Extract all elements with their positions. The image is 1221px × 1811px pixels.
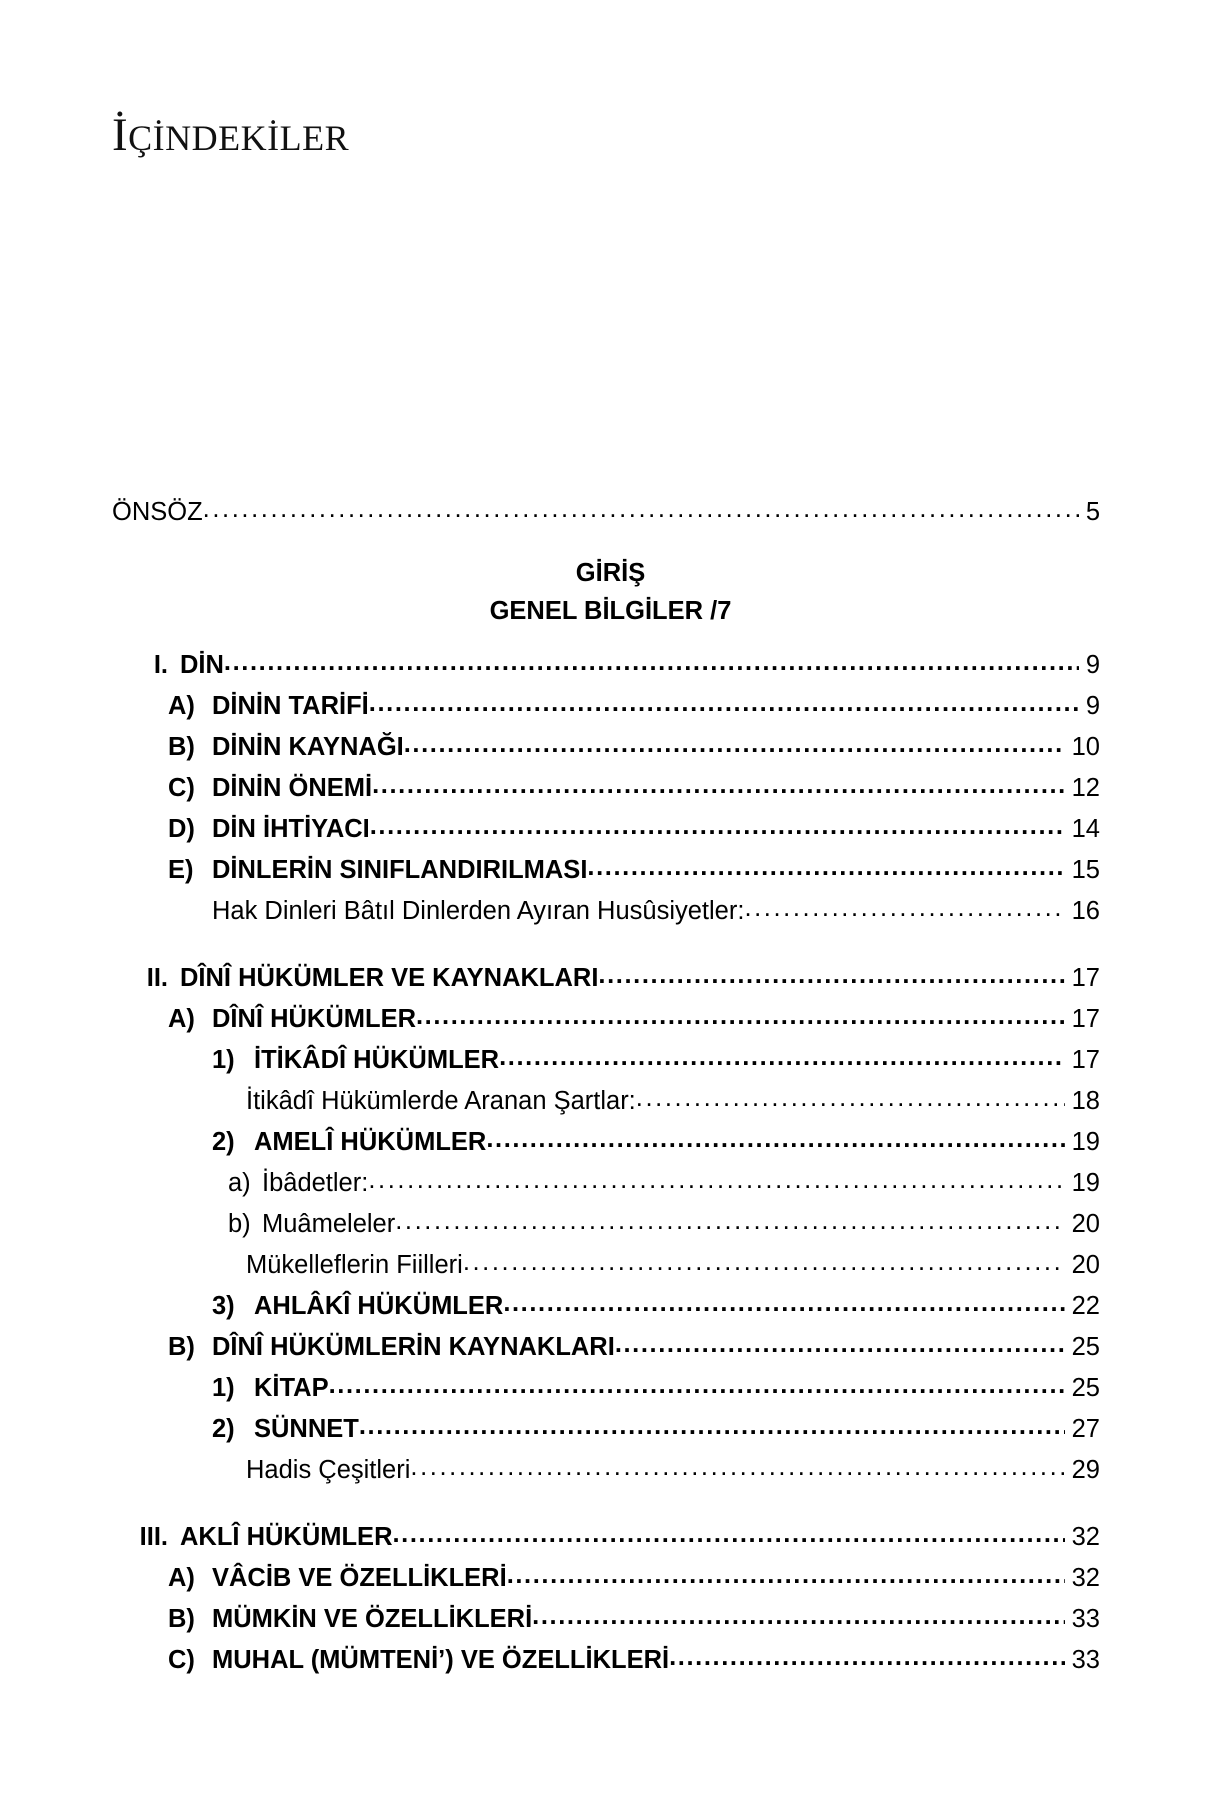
entry-label: İbâdetler: xyxy=(262,1169,369,1197)
toc-entry-m-mki-n-ve-zelli-kleri[interactable] xyxy=(0,1607,1221,1648)
entry-page-number: 25 xyxy=(1071,1333,1100,1361)
entry-label: AKLÎ HÜKÜMLER xyxy=(180,1523,393,1551)
entry-marker: C) xyxy=(168,774,195,802)
toc-entry-d-n-h-k-mler-ve-kaynaklari[interactable] xyxy=(0,966,1221,1007)
entry-label: DÎNÎ HÜKÜMLER VE KAYNAKLARI xyxy=(180,964,599,992)
dot-leader xyxy=(416,1004,1065,1030)
entry-page-number: 9 xyxy=(1085,692,1100,720)
dot-leader xyxy=(224,650,1079,676)
toc-entry-ki-tap[interactable] xyxy=(0,1376,1221,1417)
entry-page-number: 18 xyxy=(1071,1087,1100,1115)
dot-leader xyxy=(507,1563,1065,1589)
toc-entry-m-kelleflerin-fiilleri[interactable] xyxy=(0,1253,1221,1294)
toc-entry-mu-meleler[interactable] xyxy=(0,1212,1221,1253)
entry-label: VÂCİB VE ÖZELLİKLERİ xyxy=(212,1564,507,1592)
dot-leader xyxy=(370,814,1065,840)
part-header-genel-bi-lgi-ler-7: GENEL BİLGİLER /7 xyxy=(489,597,732,625)
entry-marker: a) xyxy=(228,1169,251,1197)
entry-marker: A) xyxy=(168,1564,195,1592)
entry-marker: b) xyxy=(228,1210,251,1238)
entry-marker: III. xyxy=(139,1523,168,1551)
toc-entry-di-ni-n-nemi[interactable] xyxy=(0,776,1221,817)
entry-label: SÜNNET xyxy=(254,1415,359,1443)
entry-page-number: 33 xyxy=(1071,1605,1100,1633)
page-title-initial-c: Ç xyxy=(128,118,153,158)
toc-entry-amel-h-k-mler[interactable] xyxy=(0,1130,1221,1171)
dot-leader xyxy=(359,1414,1065,1440)
entry-marker: 1) xyxy=(212,1374,235,1402)
toc-entry-ns-z[interactable] xyxy=(0,500,1221,541)
toc-entry-akl-h-k-mler[interactable] xyxy=(0,1525,1221,1566)
spacer xyxy=(0,541,1221,557)
toc-entry-i-b-detler[interactable] xyxy=(0,1171,1221,1212)
entry-label: Hak Dinleri Bâtıl Dinlerden Ayıran Husûsiyetler: xyxy=(212,897,745,925)
entry-label: DİNLERİN SINIFLANDIRILMASI xyxy=(212,856,588,884)
entry-page-number: 14 xyxy=(1071,815,1100,843)
dot-leader xyxy=(499,1045,1065,1071)
toc-entry-di-n[interactable] xyxy=(0,653,1221,694)
entry-label: DİN xyxy=(180,651,224,679)
entry-marker: 3) xyxy=(212,1292,235,1320)
toc-entry-hadis-e-itleri[interactable] xyxy=(0,1458,1221,1499)
entry-label: ÖNSÖZ xyxy=(112,498,203,526)
entry-label: AHLÂKÎ HÜKÜMLER xyxy=(254,1292,504,1320)
entry-marker: II. xyxy=(146,964,168,992)
toc-entry-di-ni-n-tari-fi[interactable] xyxy=(0,694,1221,735)
entry-marker: A) xyxy=(168,1005,195,1033)
entry-label: DÎNÎ HÜKÜMLERİN KAYNAKLARI xyxy=(212,1333,615,1361)
dot-leader xyxy=(744,896,1064,922)
dot-leader xyxy=(369,691,1079,717)
dot-leader xyxy=(372,773,1065,799)
toc-entry-list xyxy=(0,500,1221,1689)
entry-page-number: 16 xyxy=(1071,897,1100,925)
entry-label: İTİKÂDÎ HÜKÜMLER xyxy=(254,1046,500,1074)
dot-leader xyxy=(587,855,1064,881)
entry-label: Muâmeleler xyxy=(262,1210,396,1238)
toc-entry-d-n-h-k-mleri-n-kaynaklari[interactable] xyxy=(0,1335,1221,1376)
dot-leader xyxy=(532,1604,1064,1630)
entry-page-number: 29 xyxy=(1071,1456,1100,1484)
entry-marker: A) xyxy=(168,692,195,720)
toc-entry-v-ci-b-ve-zelli-kleri[interactable] xyxy=(0,1566,1221,1607)
toc-entry-ahl-k-h-k-mler[interactable] xyxy=(0,1294,1221,1335)
dot-leader xyxy=(203,497,1079,523)
entry-marker: 2) xyxy=(212,1415,235,1443)
entry-label: DİNİN TARİFİ xyxy=(212,692,369,720)
entry-marker: I. xyxy=(153,651,168,679)
dot-leader xyxy=(329,1373,1065,1399)
entry-marker: B) xyxy=(168,1333,195,1361)
toc-entry-di-nleri-n-siniflandirilmasi[interactable] xyxy=(0,858,1221,899)
dot-leader xyxy=(392,1522,1064,1548)
toc-entry-muhal-m-mteni-ve-zelli-kleri[interactable] xyxy=(0,1648,1221,1689)
dot-leader xyxy=(410,1455,1064,1481)
entry-label: DÎNÎ HÜKÜMLER xyxy=(212,1005,416,1033)
entry-label: DİNİN KAYNAĞI xyxy=(212,733,404,761)
entry-page-number: 25 xyxy=(1071,1374,1100,1402)
dot-leader xyxy=(503,1291,1064,1317)
entry-label: İtikâdî Hükümlerde Aranan Şartlar: xyxy=(246,1087,636,1115)
entry-page-number: 17 xyxy=(1071,1046,1100,1074)
entry-label: Hadis Çeşitleri xyxy=(246,1456,411,1484)
entry-page-number: 15 xyxy=(1071,856,1100,884)
entry-marker: C) xyxy=(168,1646,195,1674)
dot-leader xyxy=(404,732,1065,758)
entry-marker: E) xyxy=(168,856,194,884)
dot-leader xyxy=(463,1250,1065,1276)
dot-leader xyxy=(615,1332,1065,1358)
page-title xyxy=(112,109,350,161)
toc-entry-s-nnet[interactable] xyxy=(0,1417,1221,1458)
entry-marker: 2) xyxy=(212,1128,235,1156)
entry-page-number: 5 xyxy=(1085,498,1100,526)
entry-marker: D) xyxy=(168,815,195,843)
dot-leader xyxy=(486,1127,1064,1153)
entry-page-number: 17 xyxy=(1071,1005,1100,1033)
entry-marker: 1) xyxy=(212,1046,235,1074)
toc-entry-i-ti-k-d-h-k-mler[interactable] xyxy=(0,1048,1221,1089)
part-header-gi-ri: GİRİŞ xyxy=(575,559,646,587)
entry-page-number: 32 xyxy=(1071,1564,1100,1592)
page-title-rest: İNDEKİLER xyxy=(152,118,350,158)
entry-label: MUHAL (MÜMTENİ’) VE ÖZELLİKLERİ xyxy=(212,1646,670,1674)
page-title-initial-i: İ xyxy=(112,109,129,161)
entry-page-number: 17 xyxy=(1071,964,1100,992)
entry-page-number: 9 xyxy=(1085,651,1100,679)
dot-leader xyxy=(598,963,1064,989)
entry-page-number: 20 xyxy=(1071,1210,1100,1238)
dot-leader xyxy=(368,1168,1064,1194)
entry-label: DİN İHTİYACI xyxy=(212,815,370,843)
entry-page-number: 32 xyxy=(1071,1523,1100,1551)
toc-entry-hak-dinleri-b-t-l-dinlerden-ay-ran-hus-s[interactable] xyxy=(0,899,1221,940)
dot-leader xyxy=(395,1209,1064,1235)
entry-page-number: 19 xyxy=(1071,1169,1100,1197)
entry-label: Mükelleflerin Fiilleri xyxy=(246,1251,463,1279)
dot-leader xyxy=(636,1086,1065,1112)
toc-entry-di-n-i-hti-yaci[interactable] xyxy=(0,817,1221,858)
toc-entry-d-n-h-k-mler[interactable] xyxy=(0,1007,1221,1048)
entry-label: MÜMKİN VE ÖZELLİKLERİ xyxy=(212,1605,533,1633)
toc-entry-di-ni-n-kayna-i[interactable] xyxy=(0,735,1221,776)
entry-page-number: 12 xyxy=(1071,774,1100,802)
entry-page-number: 27 xyxy=(1071,1415,1100,1443)
toc-entry-i-tik-d-h-k-mlerde-aranan-artlar[interactable] xyxy=(0,1089,1221,1130)
entry-marker: B) xyxy=(168,733,195,761)
entry-page-number: 22 xyxy=(1071,1292,1100,1320)
entry-page-number: 10 xyxy=(1071,733,1100,761)
entry-page-number: 20 xyxy=(1071,1251,1100,1279)
entry-label: KİTAP xyxy=(254,1374,329,1402)
entry-marker: B) xyxy=(168,1605,195,1633)
entry-label: AMELÎ HÜKÜMLER xyxy=(254,1128,487,1156)
entry-label: DİNİN ÖNEMİ xyxy=(212,774,373,802)
dot-leader xyxy=(669,1645,1065,1671)
entry-page-number: 19 xyxy=(1071,1128,1100,1156)
entry-page-number: 33 xyxy=(1071,1646,1100,1674)
